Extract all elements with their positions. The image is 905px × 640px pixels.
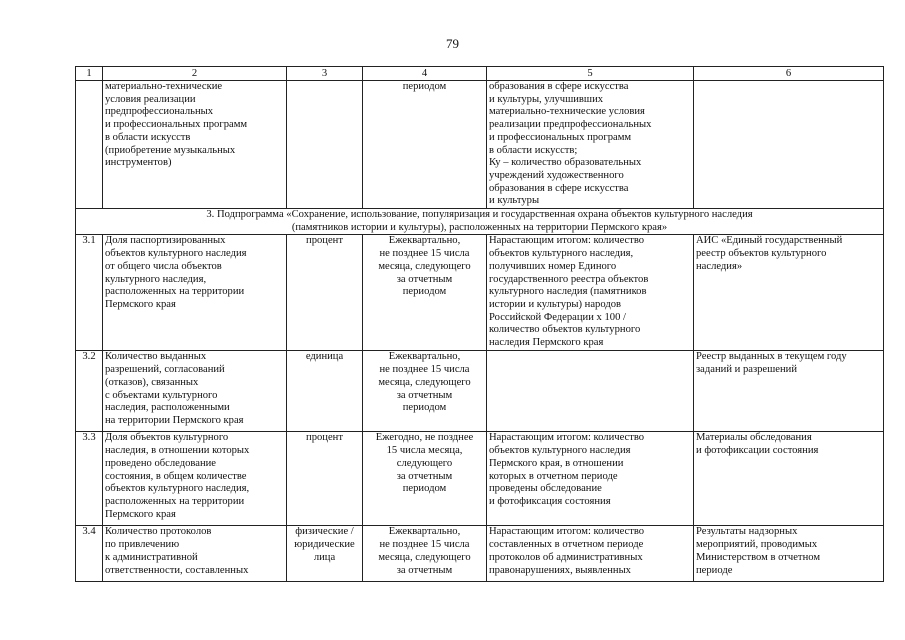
cell-period: Ежегодно, не позднее 15 числа месяца, следующего за отчетным периодом bbox=[363, 432, 487, 526]
indicators-table bbox=[75, 66, 884, 582]
section-row bbox=[76, 209, 884, 235]
cell-period: Ежеквартально, не позднее 15 числа месяца, следующего за отчетным bbox=[363, 526, 487, 582]
cell-method: Нарастающим итогом: количество объектов культурного наследия Пермского края, в отношении которых в отчетном периоде проведены обследование и фотофиксация состояния bbox=[487, 432, 694, 526]
cell-indicator: Доля паспортизированных объектов культурного наследия от общего числа объектов культурного наследия, расположенных на территории Пермского края bbox=[103, 235, 287, 351]
header-cell: 3 bbox=[287, 67, 363, 81]
cell-method bbox=[487, 351, 694, 432]
table-row-continuation bbox=[76, 81, 884, 209]
cell-indicator: Количество протоколов по привлечению к административной ответственности, составленных bbox=[103, 526, 287, 582]
table-row bbox=[76, 351, 884, 432]
cell-source bbox=[694, 81, 884, 209]
table-row bbox=[76, 526, 884, 582]
cell-num: 3.1 bbox=[76, 235, 103, 351]
section-title: 3. Подпрограмма «Сохранение, использование, популяризация и государственная охрана объектов культурного наследия (памятников истории и культуры), расположенных на территории Пермского края» bbox=[76, 209, 884, 235]
cell-num: 3.3 bbox=[76, 432, 103, 526]
cell-num bbox=[76, 81, 103, 209]
cell-source: Результаты надзорных мероприятий, проводимых Министерством в отчетном периоде bbox=[694, 526, 884, 582]
cell-unit: процент bbox=[287, 235, 363, 351]
cell-method: Нарастающим итогом: количество составленных в отчетном периоде протоколов об административных правонарушениях, выявленных bbox=[487, 526, 694, 582]
cell-source: АИС «Единый государственный реестр объектов культурного наследия» bbox=[694, 235, 884, 351]
cell-indicator: Доля объектов культурного наследия, в отношении которых проведено обследование состояния, в общем количестве объектов культурного наследия, расположенных на территории Пермского края bbox=[103, 432, 287, 526]
cell-period: периодом bbox=[363, 81, 487, 209]
header-cell: 2 bbox=[103, 67, 287, 81]
table-row bbox=[76, 235, 884, 351]
cell-num: 3.2 bbox=[76, 351, 103, 432]
header-cell: 4 bbox=[363, 67, 487, 81]
cell-unit: процент bbox=[287, 432, 363, 526]
cell-unit: физические / юридические лица bbox=[287, 526, 363, 582]
header-cell: 1 bbox=[76, 67, 103, 81]
table-header-row bbox=[76, 67, 884, 81]
cell-method: образования в сфере искусства и культуры, улучшивших материально-технические условия реализации предпрофессиональных и профессиональных программ в области искусств; Ку – количество образовательных учреждений художественного образования в сфере искусства и культуры bbox=[487, 81, 694, 209]
cell-unit: единица bbox=[287, 351, 363, 432]
page-number: 79 bbox=[446, 36, 459, 51]
cell-period: Ежеквартально, не позднее 15 числа месяца, следующего за отчетным периодом bbox=[363, 351, 487, 432]
header-cell: 5 bbox=[487, 67, 694, 81]
table-row bbox=[76, 432, 884, 526]
cell-indicator: материально-технические условия реализации предпрофессиональных и профессиональных программ в области искусств (приобретение музыкальных инструментов) bbox=[103, 81, 287, 209]
cell-unit bbox=[287, 81, 363, 209]
cell-period: Ежеквартально, не позднее 15 числа месяца, следующего за отчетным периодом bbox=[363, 235, 487, 351]
cell-method: Нарастающим итогом: количество объектов культурного наследия, получивших номер Единого государственного реестра объектов культурного наследия (памятников истории и культуры) народов Российской Федерации х 100 / количество объектов культурного наследия Пермского края bbox=[487, 235, 694, 351]
cell-num: 3.4 bbox=[76, 526, 103, 582]
cell-indicator: Количество выданных разрешений, согласований (отказов), связанных с объектами культурного наследия, расположенными на территории Пермского края bbox=[103, 351, 287, 432]
cell-source: Материалы обследования и фотофиксации состояния bbox=[694, 432, 884, 526]
cell-source: Реестр выданных в текущем году заданий и разрешений bbox=[694, 351, 884, 432]
header-cell: 6 bbox=[694, 67, 884, 81]
